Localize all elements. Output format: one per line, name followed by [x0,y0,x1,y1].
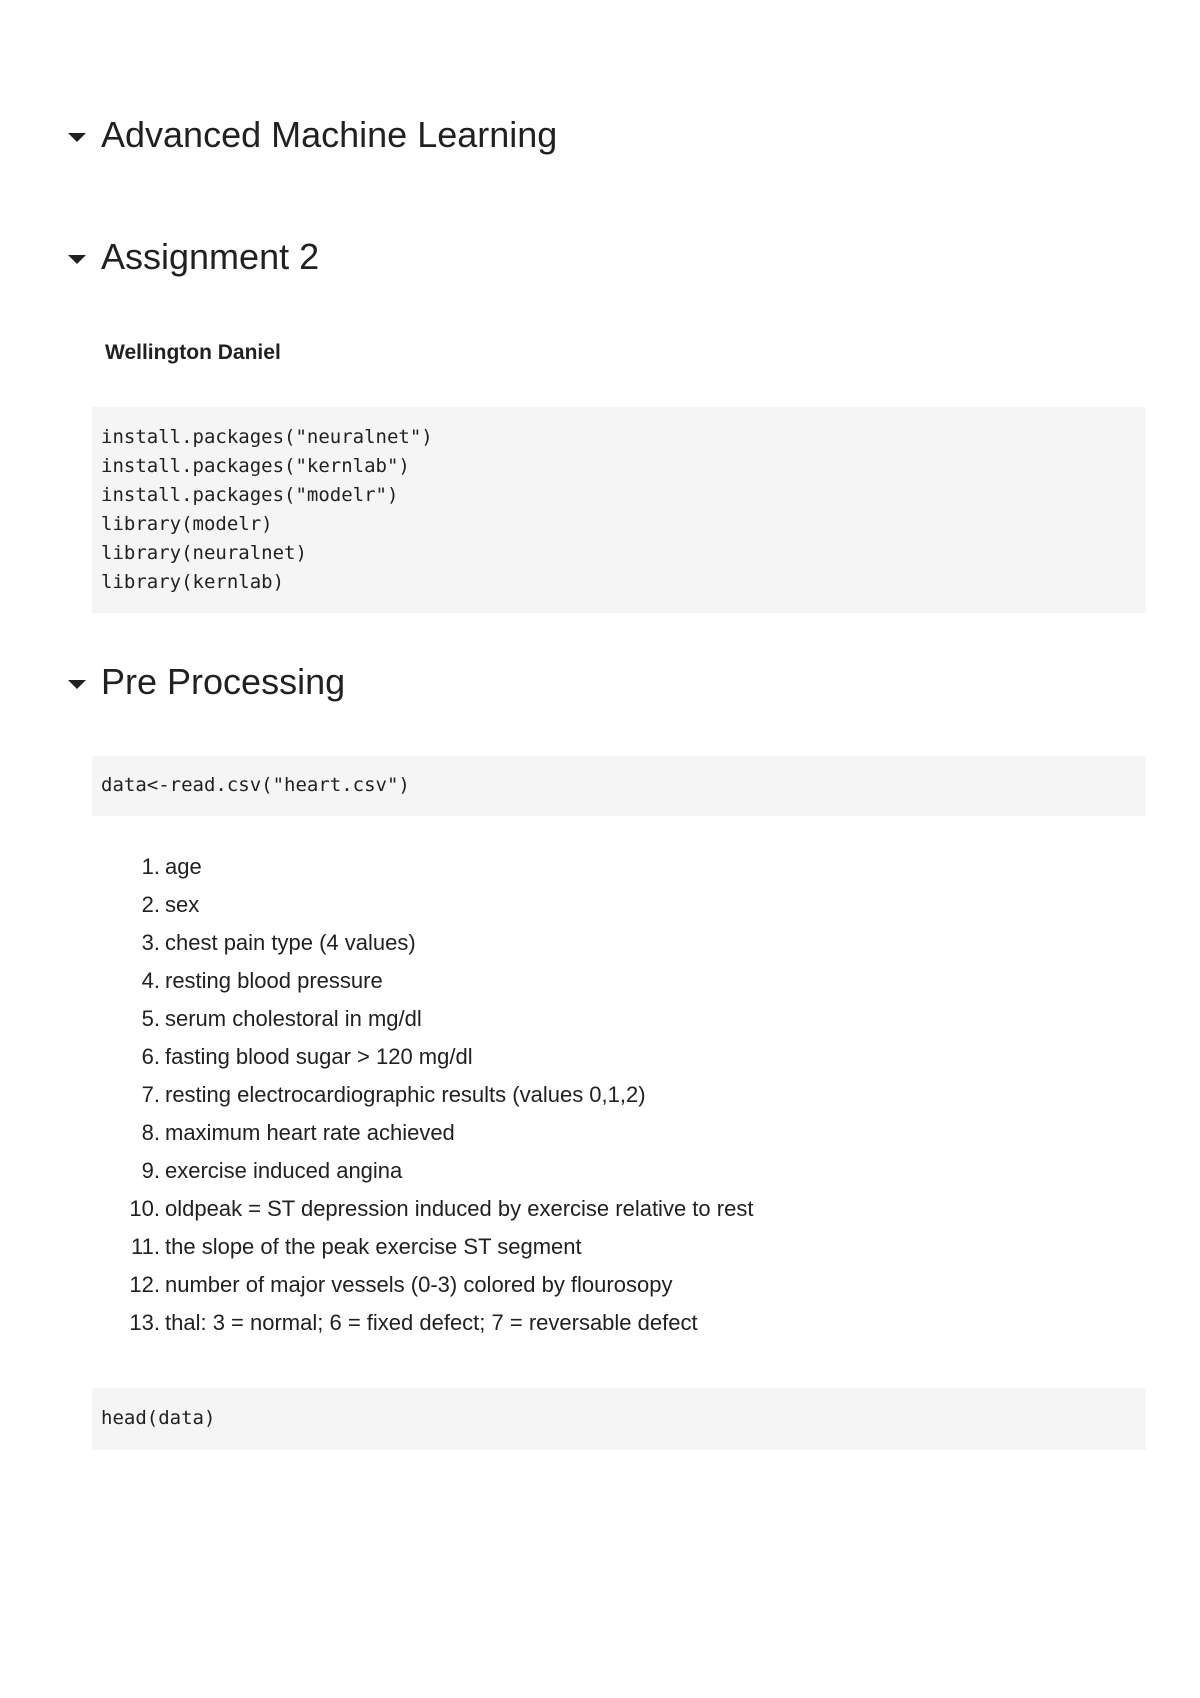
page-title: Advanced Machine Learning [101,114,558,155]
list-item [100,962,753,1000]
code-line: install.packages("modelr") [101,484,399,506]
list-item-number: 4. [141,968,160,993]
list-item [100,924,753,962]
caret-down-icon[interactable] [68,255,86,264]
code-line: head(data) [101,1407,216,1429]
list-item-number: 5. [141,1006,160,1031]
list-item-number: 2. [141,892,160,917]
list-item-text: age [165,854,202,879]
list-item-number: 3. [141,930,160,955]
list-item-text: serum cholestoral in mg/dl [165,1006,422,1031]
list-item [100,1266,753,1304]
code-line: library(neuralnet) [101,542,307,564]
install-code-block [92,407,1146,613]
list-item-number: 9. [141,1158,160,1183]
list-item-number: 6. [141,1044,160,1069]
caret-down-icon[interactable] [68,133,86,142]
list-item-number: 8. [141,1120,160,1145]
list-item [100,1076,753,1114]
list-item [100,1000,753,1038]
list-item-text: exercise induced angina [165,1158,403,1183]
section-heading-pre-processing[interactable] [68,658,345,706]
list-item [100,1304,753,1342]
code-line: library(kernlab) [101,571,285,593]
features-list [100,848,753,1342]
list-item-text: maximum heart rate achieved [165,1120,455,1145]
caret-down-icon[interactable] [68,680,86,689]
code-line: library(modelr) [101,513,273,535]
list-item-text: the slope of the peak exercise ST segment [165,1234,582,1259]
read-csv-code-block [92,756,1146,816]
list-item [100,1114,753,1152]
code-line: install.packages("kernlab") [101,455,410,477]
list-item-text: oldpeak = ST depression induced by exercise relative to rest [165,1196,754,1221]
assignment-heading: Assignment 2 [101,236,320,277]
list-item [100,1038,753,1076]
author-name: Wellington Daniel [105,341,281,364]
code-line: install.packages("neuralnet") [101,426,433,448]
head-code-block [92,1388,1146,1450]
list-item [100,886,753,924]
list-item-text: chest pain type (4 values) [165,930,416,955]
list-item-text: number of major vessels (0-3) colored by flourosopy [165,1272,673,1297]
list-item [100,1152,753,1190]
list-item-number: 1. [141,854,160,879]
list-item-text: resting electrocardiographic results (values 0,1,2) [165,1082,646,1107]
list-item [100,848,753,886]
section-heading-assignment[interactable] [68,233,319,281]
list-item-number: 11. [131,1234,160,1259]
list-item-number: 12. [129,1272,160,1297]
preprocessing-heading: Pre Processing [101,661,346,702]
list-item-number: 10. [129,1196,160,1221]
list-item-text: resting blood pressure [165,968,383,993]
code-line: data<-read.csv("heart.csv") [101,774,410,796]
list-item-text: fasting blood sugar > 120 mg/dl [165,1044,473,1069]
list-item-number: 7. [141,1082,160,1107]
list-item [100,1190,753,1228]
list-item [100,1228,753,1266]
list-item-text: thal: 3 = normal; 6 = fixed defect; 7 = reversable defect [165,1310,698,1335]
list-item-number: 13. [129,1310,160,1335]
section-heading-advanced-machine-learning[interactable] [68,111,557,159]
list-item-text: sex [165,892,200,917]
